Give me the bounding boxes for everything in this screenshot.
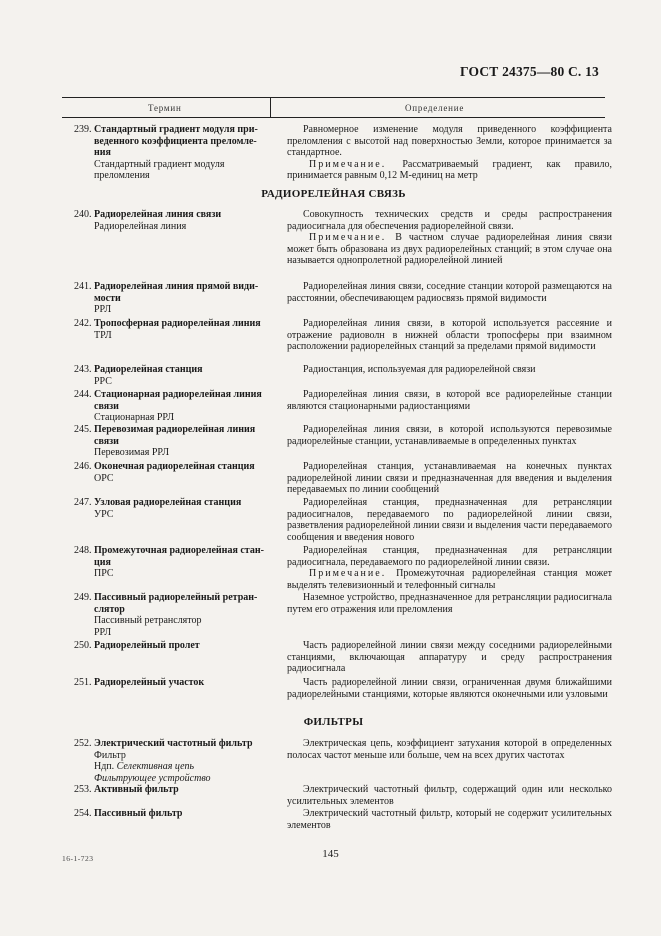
page-number: 145 bbox=[322, 848, 339, 860]
term-line bbox=[74, 389, 266, 401]
note-body: Рассматриваемый градиент, как правило, принимается равным 0,12 М-единиц на метр bbox=[287, 158, 613, 181]
term-name: ния bbox=[94, 147, 111, 158]
definition-cell bbox=[287, 592, 612, 615]
definition-cell bbox=[287, 784, 612, 807]
deprecated-term: Селективная цепь bbox=[116, 761, 195, 772]
term-line bbox=[74, 318, 266, 330]
term-name: Пассивный фильтр bbox=[94, 808, 183, 819]
term-synonym: Радиорелейная линия bbox=[94, 220, 187, 232]
term-name: Радиорелейная станция bbox=[94, 364, 203, 375]
definition-cell bbox=[287, 677, 612, 700]
note-text bbox=[287, 568, 612, 591]
definition-cell bbox=[287, 497, 612, 543]
print-code: 16-1-723 bbox=[62, 854, 94, 863]
term-synonym: ОРС bbox=[94, 472, 114, 484]
term-line bbox=[74, 436, 266, 448]
note-label: Примечание. bbox=[309, 232, 396, 243]
deprecated-label: Ндп. bbox=[94, 761, 117, 772]
definition-cell bbox=[287, 424, 612, 447]
column-header-term: Термин bbox=[148, 103, 182, 113]
definition-text: Радиорелейная станция, устанавливаемая на конечных пунктах радиорелейной линии связи и предназначенная для введения и выделения передаваемых по линии сообщений bbox=[287, 461, 612, 495]
section-heading-filters: ФИЛЬТРЫ bbox=[303, 716, 364, 728]
term-number: 248. bbox=[74, 545, 94, 556]
term-number: 239. bbox=[74, 124, 94, 135]
column-header-definition: Определение bbox=[405, 103, 465, 113]
term-synonym: Стандартный градиент модуля bbox=[94, 158, 225, 170]
term-line bbox=[74, 545, 266, 557]
term-line bbox=[74, 293, 266, 305]
term-deprecated bbox=[74, 761, 266, 773]
term-name: Радиорелейная линия прямой види- bbox=[94, 281, 259, 292]
note-text bbox=[287, 159, 612, 182]
definition-cell bbox=[287, 318, 612, 353]
term-cell bbox=[74, 592, 266, 638]
definition-cell bbox=[287, 124, 612, 182]
definition-cell bbox=[287, 738, 612, 761]
term-line bbox=[74, 124, 266, 136]
term-synonym: преломления bbox=[94, 170, 150, 181]
note-body: Промежуточная радиорелейная станция может выделять телевизионный и телефонный сигналы bbox=[287, 568, 613, 591]
term-cell bbox=[74, 318, 266, 341]
term-line bbox=[74, 136, 266, 148]
term-synonym: ТРЛ bbox=[94, 329, 112, 341]
term-synonym: ПРС bbox=[94, 568, 114, 579]
note-label: Примечание. bbox=[309, 158, 403, 170]
definition-text: Радиорелейная станция, предназначенная для ретрансляции радиосигналов, передаваемого по радиорелейной линии связи, разветвления радиорелейной линии связи и выделения части передаваемого сообщения и введения нового bbox=[287, 497, 612, 543]
term-line bbox=[74, 784, 266, 796]
page-header: ГОСТ 24375—80 С. 13 bbox=[460, 64, 599, 79]
term-name: Тропосферная радиорелейная линия bbox=[94, 318, 261, 329]
section-heading-radio-relay: РАДИОРЕЛЕЙНАЯ СВЯЗЬ bbox=[261, 188, 406, 200]
term-name: связи bbox=[94, 400, 119, 412]
term-name: Радиорелейный участок bbox=[94, 677, 205, 688]
term-synonym: Пассивный ретранслятор bbox=[94, 615, 202, 626]
table-top-rule bbox=[62, 97, 605, 98]
definition-text: Радиорелейная линия связи, в которой все радиорелейные станции являются стационарными радиостанциями bbox=[287, 389, 612, 412]
term-synonym: РРЛ bbox=[94, 626, 112, 638]
definition-text: Радиорелейная линия связи, в которой используется рассеяние и отражение радиоволн в нижней области тропосферы при взаимном расположении радиорелейных станций за пределами прямой видимости bbox=[287, 318, 612, 352]
term-number: 246. bbox=[74, 461, 94, 472]
term-name: веденного коэффициента преломле- bbox=[94, 135, 257, 147]
term-cell bbox=[74, 784, 266, 796]
definition-cell bbox=[287, 281, 612, 304]
definition-text: Радиорелейная станция, предназначенная для ретрансляции радиосигнала, передаваемого по радиорелейной линии связи. bbox=[287, 545, 612, 568]
term-number: 253. bbox=[74, 784, 94, 795]
term-name: Радиорелейный пролет bbox=[94, 640, 200, 651]
deprecated-term: Фильтрующее устройство bbox=[94, 772, 211, 784]
term-number: 254. bbox=[74, 808, 94, 819]
definition-text: Совокупность технических средств и среды распространения радиосигнала для обеспечения радиорелейной связи. bbox=[287, 209, 612, 232]
term-name: Промежуточная радиорелейная стан- bbox=[94, 545, 264, 556]
definition-cell bbox=[287, 461, 612, 496]
term-cell bbox=[74, 640, 266, 652]
term-cell bbox=[74, 124, 266, 182]
term-line bbox=[74, 424, 266, 436]
term-number: 252. bbox=[74, 738, 94, 749]
term-cell bbox=[74, 209, 266, 232]
term-synonym: РРЛ bbox=[94, 304, 112, 315]
definition-text: Радиорелейная линия связи, в которой используются перевозимые радиорелейные станции, устанавливаемые в определенных пунктах bbox=[287, 424, 612, 447]
term-number: 244. bbox=[74, 389, 94, 400]
term-line bbox=[74, 497, 266, 509]
term-cell bbox=[74, 281, 266, 316]
term-name: Радиорелейная линия связи bbox=[94, 209, 222, 220]
term-name: Активный фильтр bbox=[94, 784, 179, 795]
definition-text: Электрический частотный фильтр, содержащий один или несколько усилительных элементов bbox=[287, 784, 612, 807]
term-cell bbox=[74, 364, 266, 387]
definition-text: Электрический частотный фильтр, который не содержит усилительных элементов bbox=[287, 808, 612, 831]
term-line bbox=[74, 401, 266, 413]
definition-cell bbox=[287, 640, 612, 675]
term-line bbox=[74, 281, 266, 293]
term-cell bbox=[74, 389, 266, 424]
term-cell bbox=[74, 808, 266, 820]
term-number: 250. bbox=[74, 640, 94, 651]
term-number: 242. bbox=[74, 318, 94, 329]
column-divider bbox=[270, 97, 271, 117]
definition-cell bbox=[287, 364, 612, 376]
term-synonym: УРС bbox=[94, 508, 114, 520]
term-number: 240. bbox=[74, 209, 94, 220]
note-text bbox=[287, 232, 612, 267]
term-synonym: РРС bbox=[94, 375, 112, 387]
term-cell bbox=[74, 497, 266, 520]
term-number: 247. bbox=[74, 497, 94, 508]
definition-cell bbox=[287, 209, 612, 267]
definition-text: Наземное устройство, предназначенное для ретрансляции радиосигнала путем его отражения или преломления bbox=[287, 592, 612, 615]
term-name: слятор bbox=[94, 603, 125, 615]
term-synonym: Фильтр bbox=[94, 749, 126, 761]
definition-text: Равномерное изменение модуля приведенного коэффициента преломления с высотой над поверхностью Земли, которое принимается за стандартное. bbox=[287, 124, 612, 158]
definition-cell bbox=[287, 545, 612, 591]
term-line bbox=[74, 592, 266, 604]
table-header-rule bbox=[62, 117, 605, 118]
term-line bbox=[74, 147, 266, 159]
term-number: 249. bbox=[74, 592, 94, 603]
definition-text: Радиостанция, используемая для радиорелейной связи bbox=[303, 364, 536, 375]
definition-text: Радиорелейная линия связи, соседние станции которой размещаются на расстоянии, обеспечивающем радиосвязь прямой видимости bbox=[287, 281, 612, 304]
term-line bbox=[74, 461, 266, 473]
term-line bbox=[74, 557, 266, 569]
term-cell bbox=[74, 677, 266, 689]
term-cell bbox=[74, 461, 266, 484]
definition-cell bbox=[287, 808, 612, 831]
term-name: ция bbox=[94, 556, 111, 568]
term-line bbox=[74, 640, 266, 652]
term-cell bbox=[74, 545, 266, 580]
term-name: Стационарная радиорелейная линия bbox=[94, 389, 262, 400]
term-number: 241. bbox=[74, 281, 94, 292]
definition-text: Электрическая цепь, коэффициент затухания которой в определенных полосах частот меньше или больше, чем на всех других частотах bbox=[287, 738, 612, 761]
term-synonym: Стационарная РРЛ bbox=[94, 412, 175, 423]
term-name: Электрический частотный фильтр bbox=[94, 738, 253, 749]
term-name: Стандартный градиент модуля при- bbox=[94, 124, 258, 135]
term-line bbox=[74, 209, 266, 221]
definition-text: Часть радиорелейной линии связи, ограниченная двумя ближайшими радиорелейными станциями, которые являются оконечными или узловыми bbox=[287, 677, 612, 700]
term-line bbox=[74, 808, 266, 820]
term-cell bbox=[74, 738, 266, 784]
term-number: 251. bbox=[74, 677, 94, 688]
term-name: связи bbox=[94, 435, 119, 447]
term-number: 245. bbox=[74, 424, 94, 435]
note-body: В частном случае радиорелейная линия связи может быть образована из двух радиорелейных станций; в этом случае она называется однопролетной радиорелейной линией bbox=[287, 232, 612, 266]
term-line bbox=[74, 738, 266, 750]
definition-text: Часть радиорелейной линии связи между соседними радиорелейными станциями, включающая аппаратуру и среду распространения радиосигнала bbox=[287, 640, 612, 674]
term-line bbox=[74, 364, 266, 376]
note-label: Примечание. bbox=[309, 568, 397, 579]
term-line bbox=[74, 677, 266, 689]
term-name: мости bbox=[94, 292, 121, 304]
term-line bbox=[74, 604, 266, 616]
term-name: Перевозимая радиорелейная линия bbox=[94, 424, 256, 435]
term-synonym: Перевозимая РРЛ bbox=[94, 447, 170, 458]
term-cell bbox=[74, 424, 266, 459]
term-name: Оконечная радиорелейная станция bbox=[94, 461, 255, 472]
definition-cell bbox=[287, 389, 612, 412]
term-name: Пассивный радиорелейный ретран- bbox=[94, 592, 258, 603]
term-deprecated bbox=[74, 773, 266, 785]
term-name: Узловая радиорелейная станция bbox=[94, 497, 242, 508]
term-number: 243. bbox=[74, 364, 94, 375]
